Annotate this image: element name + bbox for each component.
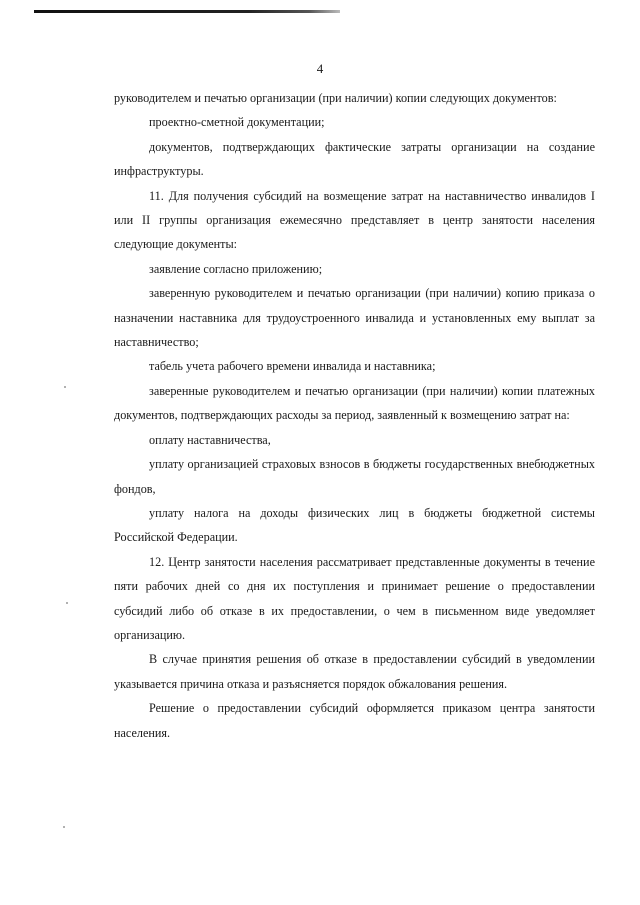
page-number: 4 xyxy=(316,61,324,76)
paragraph: руководителем и печатью организации (при наличии) копии следующих документов: xyxy=(114,91,557,105)
scan-speck xyxy=(64,386,66,388)
paragraph: заявление согласно приложению; xyxy=(149,261,323,276)
scan-edge-line xyxy=(34,10,340,13)
paragraph: заверенную руководителем и печатью организации (при наличии) копию приказа о назначении наставника для трудоустроенного инвалида и установленных ему выплат за наставничество; xyxy=(114,286,595,350)
scan-speck xyxy=(66,602,68,604)
paragraph: Решение о предоставлении субсидий оформляется приказом центра занятости населения. xyxy=(114,701,595,740)
document-body xyxy=(114,86,595,745)
scan-speck xyxy=(63,826,65,828)
paragraph: уплату налога на доходы физических лиц в бюджеты бюджетной системы Российской Федерации. xyxy=(114,505,595,545)
paragraph: 12. Центр занятости населения рассматривает представленные документы в течение пяти рабочих дней со дня их поступления и принимает решение о предоставлении субсидий либо об отказе в их предоставлении, о чем в письменном виде уведомляет организацию. xyxy=(114,554,595,642)
paragraph: уплату организацией страховых взносов в бюджеты государственных внебюджетных фондов, xyxy=(114,457,595,496)
paragraph: оплату наставничества, xyxy=(149,432,271,447)
paragraph: заверенные руководителем и печатью организации (при наличии) копии платежных документов, подтверждающих расходы за период, заявленный к возмещению затрат на: xyxy=(114,383,595,423)
paragraph: документов, подтверждающих фактические затраты организации на создание инфраструктуры. xyxy=(114,139,595,179)
paragraph: 11. Для получения субсидий на возмещение затрат на наставничество инвалидов I или II группы организация ежемесячно представляет в центр занятости населения следующие документы: xyxy=(114,188,595,252)
paragraph: табель учета рабочего времени инвалида и наставника; xyxy=(149,359,436,374)
paragraph: проектно-сметной документации; xyxy=(149,115,325,130)
paragraph: В случае принятия решения об отказе в предоставлении субсидий в уведомлении указывается причина отказа и разъясняется порядок обжалования решения. xyxy=(114,652,595,691)
